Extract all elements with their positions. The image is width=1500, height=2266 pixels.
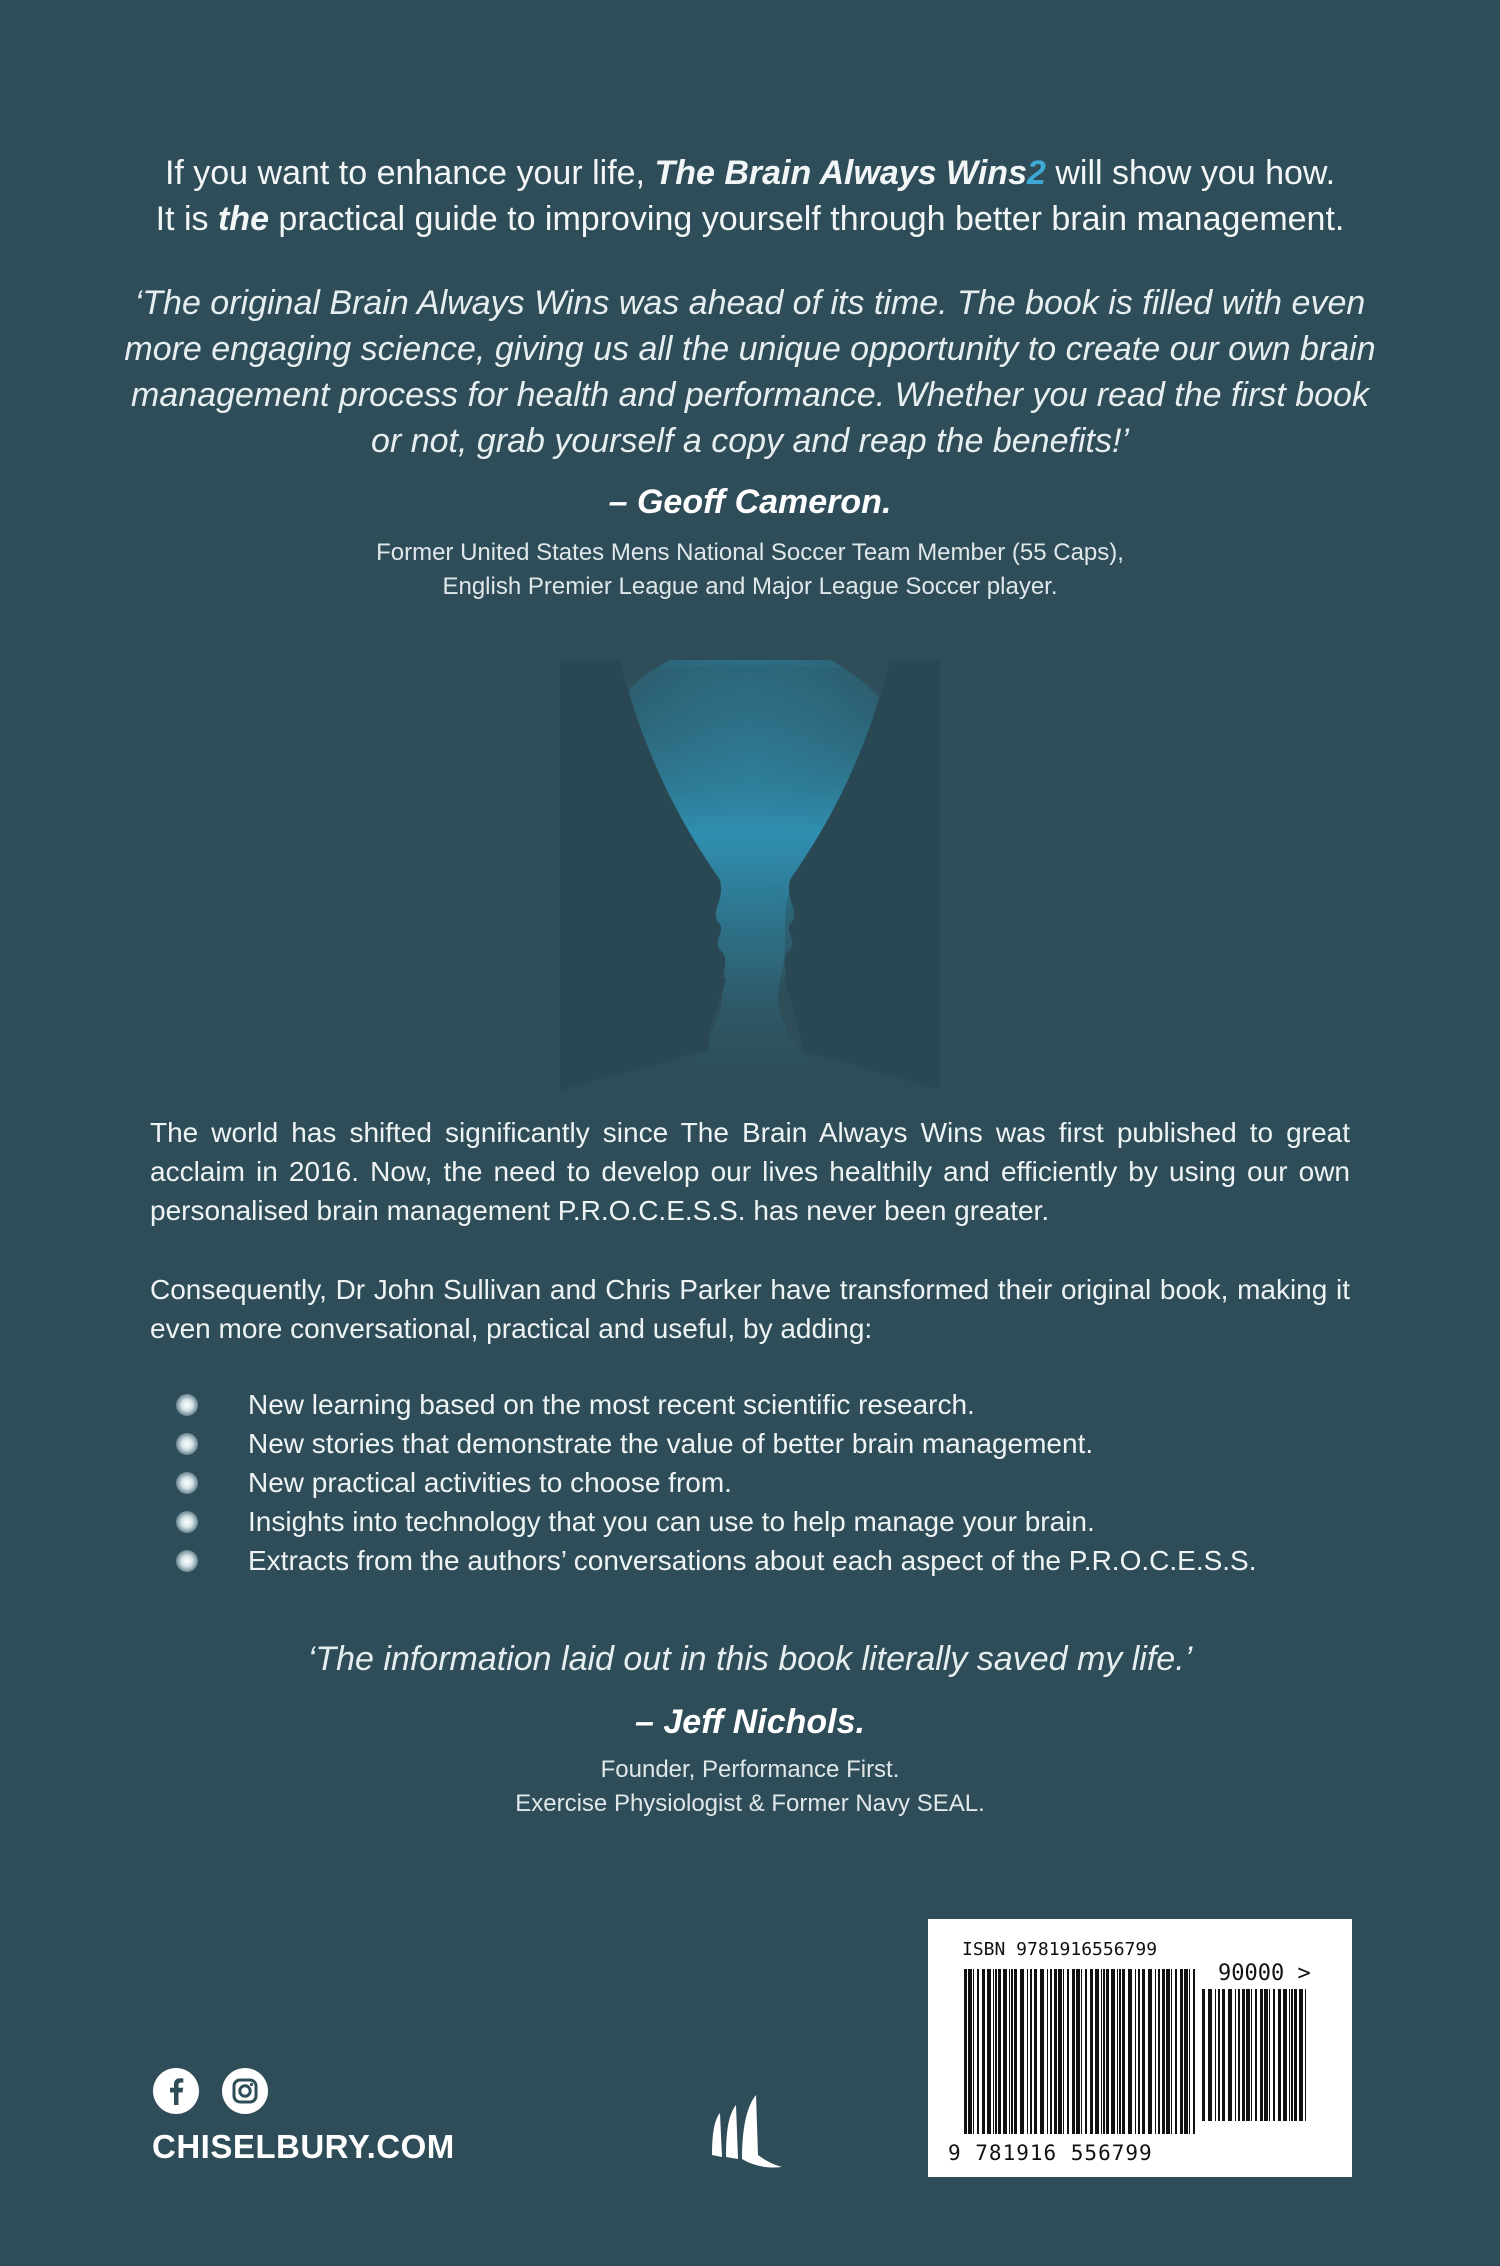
barcode-bar: [977, 1969, 979, 2134]
barcode-bar: [1011, 1969, 1013, 2134]
testimonial-quote-2: ‘The information laid out in this book literally saved my life.’: [307, 1640, 1193, 1678]
faces-vase-illustration: [560, 660, 940, 1090]
barcode-bar: [1283, 1989, 1287, 2121]
barcode-bar: [1162, 1969, 1165, 2134]
barcode-bar: [1208, 1989, 1212, 2121]
barcode-bar: [1128, 1969, 1132, 2134]
barcode-bar: [1228, 1989, 1232, 2121]
testimonial-credentials-2: [0, 1753, 1500, 1821]
testimonial-author-1: – Geoff Cameron.: [608, 483, 892, 521]
barcode-bar: [1155, 1969, 1156, 2134]
barcode-bar: [1222, 1989, 1225, 2121]
website-link[interactable]: CHISELBURY.COM: [152, 2128, 455, 2165]
barcode-bar: [1235, 1989, 1236, 2121]
publisher-logo-icon: [706, 2085, 786, 2170]
credential-line: Former United States Mens National Soccer Team Member (55 Caps),: [376, 539, 1124, 566]
barcode-bar: [1058, 1969, 1062, 2134]
list-item-text: Insights into technology that you can use to help manage your brain.: [248, 1506, 1095, 1537]
barcode-bar: [1289, 1989, 1290, 2121]
barcode-bar: [1264, 1989, 1268, 2121]
list-item: [170, 1502, 1370, 1541]
barcode-bar: [993, 1969, 994, 2134]
barcode-bar: [1215, 1989, 1216, 2121]
barcode-bar: [987, 1969, 991, 2134]
intro-line-2-post: practical guide to improving yourself through better brain management.: [268, 200, 1345, 238]
intro-line-2-pre: It is: [155, 200, 218, 238]
feature-list: [170, 1385, 1370, 1580]
isbn-label: ISBN 9781916556799: [962, 1939, 1158, 1960]
barcode-bar: [1218, 1989, 1220, 2121]
barcode-bar: [1242, 1989, 1245, 2121]
barcode-bar: [1063, 1969, 1064, 2134]
credential-line: English Premier League and Major League Soccer player.: [442, 573, 1058, 600]
intro-line-1: [0, 150, 1500, 196]
list-item-text: New stories that demonstrate the value of better brain management.: [248, 1428, 1094, 1459]
barcode-bar: [1040, 1969, 1044, 2134]
barcode-bar: [1101, 1969, 1102, 2134]
barcode-bar: [1246, 1989, 1250, 2121]
body-paragraph-2: Consequently, Dr John Sullivan and Chris Parker have transformed their original book, making it even more conversational, practical and useful, by adding:: [150, 1274, 1350, 1344]
barcode-bar: [1299, 1989, 1303, 2121]
barcode-bar: [968, 1969, 972, 2134]
barcode-bar: [1273, 1989, 1275, 2121]
barcode-bar: [1251, 1989, 1252, 2121]
barcode-bar: [1255, 1989, 1257, 2121]
list-item: [170, 1424, 1370, 1463]
barcode-bar: [1111, 1969, 1115, 2134]
barcode-bar: [1095, 1969, 1099, 2134]
body-paragraph-1: The world has shifted significantly since The Brain Always Wins was first published to great acclaim in 2016. Now, the need to develop our lives healthily and efficiently by using our own personalised brain management P.R.O.C.E.S.S. has never been greater.: [150, 1117, 1350, 1226]
facebook-icon[interactable]: [153, 2068, 199, 2114]
barcode-bar: [1034, 1969, 1037, 2134]
barcode-bar: [1175, 1969, 1177, 2134]
barcode-bar: [1158, 1969, 1160, 2134]
intro-line-1-pre: If you want to enhance your life,: [164, 154, 655, 192]
bullet-dot: [176, 1433, 198, 1455]
barcode-bar: [1189, 1969, 1190, 2134]
barcode-bar: [1142, 1969, 1145, 2134]
barcode-bar: [1050, 1969, 1052, 2134]
barcode-bars: [962, 1969, 1202, 2139]
barcode-bar: [1076, 1969, 1080, 2134]
barcode-bar: [1305, 1989, 1306, 2121]
bullet-dot: [176, 1472, 198, 1494]
barcode-bar: [1193, 1969, 1195, 2134]
barcode-bar: [1148, 1969, 1152, 2134]
barcode-bar: [1260, 1989, 1263, 2121]
barcode-bar: [1294, 1989, 1297, 2121]
barcode-bar: [1278, 1989, 1281, 2121]
bullet-dot: [176, 1550, 198, 1572]
barcode-bar: [1014, 1969, 1017, 2134]
barcode-bar: [1135, 1969, 1136, 2134]
barcode-bar: [1047, 1969, 1048, 2134]
barcode-bar: [1166, 1969, 1170, 2134]
testimonial-credentials-1: [0, 536, 1500, 604]
list-item: [170, 1541, 1370, 1580]
bullet-dot: [176, 1394, 198, 1416]
barcode-bar: [1117, 1969, 1118, 2134]
addon-barcode-bars: [1200, 1989, 1310, 2124]
barcode-bar: [1067, 1969, 1069, 2134]
intro-line-2: [0, 196, 1500, 242]
barcode-bar: [1054, 1969, 1057, 2134]
barcode-bar: [995, 1969, 997, 2134]
book-title: The Brain Always Wins: [654, 154, 1027, 192]
barcode-bar: [1138, 1969, 1140, 2134]
barcode-bar: [1291, 1989, 1293, 2121]
barcode-bar: [998, 1969, 1001, 2134]
barcode-bar: [1085, 1969, 1087, 2134]
list-item: [170, 1385, 1370, 1424]
barcode-bar: [1238, 1989, 1240, 2121]
barcode-bar: [1090, 1969, 1093, 2134]
barcode-bar: [1184, 1969, 1188, 2134]
book-number: 2: [1026, 154, 1046, 192]
barcode-bar: [1180, 1969, 1183, 2134]
list-item-text: New practical activities to choose from.: [248, 1467, 732, 1498]
intro-emphasis: the: [217, 200, 269, 238]
barcode-bar: [1103, 1969, 1105, 2134]
instagram-icon[interactable]: [222, 2068, 268, 2114]
isbn-barcode: [928, 1919, 1352, 2177]
barcode-bar: [973, 1969, 974, 2134]
credential-line: Founder, Performance First.: [600, 1756, 900, 1783]
credential-line: Exercise Physiologist & Former Navy SEAL.: [515, 1790, 985, 1817]
bullet-dot: [176, 1511, 198, 1533]
barcode-bar: [1030, 1969, 1032, 2134]
barcode-bar: [982, 1969, 985, 2134]
barcode-bar: [964, 1969, 967, 2134]
barcode-bar: [1081, 1969, 1082, 2134]
barcode-bar: [1122, 1969, 1125, 2134]
list-item-text: New learning based on the most recent scientific research.: [248, 1389, 975, 1420]
barcode-bar: [1202, 1989, 1205, 2121]
barcode-digits: 9 781916 556799: [948, 2141, 1153, 2165]
list-item: [170, 1463, 1370, 1502]
list-item-text: Extracts from the authors’ conversations about each aspect of the P.R.O.C.E.S.S.: [248, 1545, 1257, 1576]
barcode-bar: [1020, 1969, 1024, 2134]
barcode-bar: [1171, 1969, 1172, 2134]
testimonial-quote-1: ‘The original Brain Always Wins was ahead of its time. The book is filled with even more engaging science, giving us all the unique opportunity to create our own brain management process for health and performance. Whether you read the first book or not, grab yourself a copy and reap the benefits!’: [124, 284, 1376, 460]
testimonial-author-2: – Jeff Nichols.: [635, 1703, 865, 1741]
barcode-bar: [1106, 1969, 1109, 2134]
intro-line-1-post: will show you how.: [1045, 154, 1336, 192]
barcode-bar: [1269, 1989, 1270, 2121]
barcode-bar: [1027, 1969, 1028, 2134]
barcode-bar: [1003, 1969, 1007, 2134]
intro-text: [0, 150, 1500, 242]
barcode-bar: [1009, 1969, 1010, 2134]
barcode-bar: [1072, 1969, 1075, 2134]
barcode-bar: [1119, 1969, 1121, 2134]
price-code: 90000 >: [1218, 1961, 1311, 1986]
